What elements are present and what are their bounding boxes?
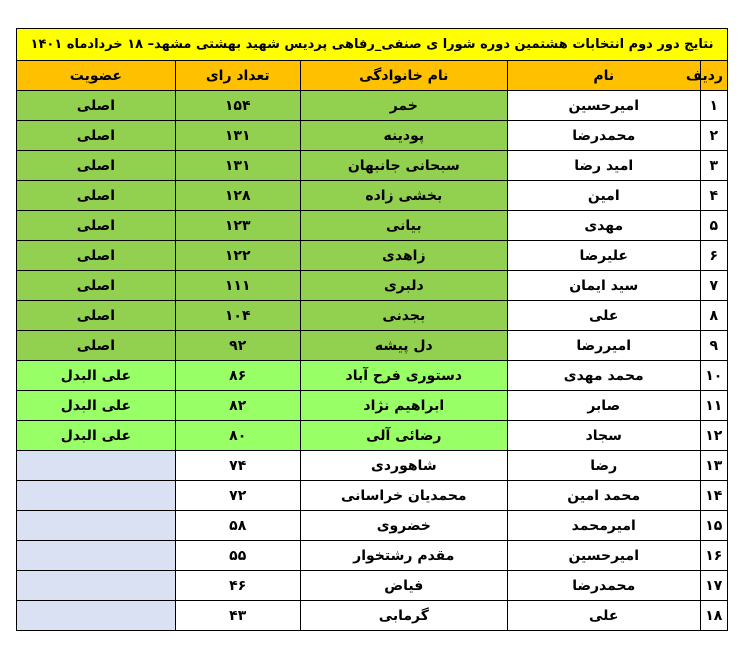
cell-index: ۱۳ xyxy=(700,451,728,481)
header-last-name: نام خانوادگی xyxy=(300,61,507,91)
cell-index: ۱۷ xyxy=(700,571,728,601)
cell-membership: اصلی xyxy=(17,181,176,211)
header-membership: عضویت xyxy=(17,61,176,91)
cell-membership: علی البدل xyxy=(17,361,176,391)
cell-membership: اصلی xyxy=(17,241,176,271)
cell-votes: ۱۳۱ xyxy=(175,121,300,151)
cell-last-name: ابراهیم نژاد xyxy=(300,391,507,421)
table-row xyxy=(17,391,728,421)
cell-votes: ۱۲۳ xyxy=(175,211,300,241)
header-index: ردیف xyxy=(700,61,728,91)
cell-index: ۱۰ xyxy=(700,361,728,391)
cell-index: ۲ xyxy=(700,121,728,151)
cell-votes: ۵۵ xyxy=(175,541,300,571)
cell-votes: ۵۸ xyxy=(175,511,300,541)
table-row xyxy=(17,301,728,331)
cell-membership: اصلی xyxy=(17,211,176,241)
cell-membership: اصلی xyxy=(17,271,176,301)
cell-last-name: خمر xyxy=(300,91,507,121)
table-row xyxy=(17,151,728,181)
cell-first-name: محمدرضا xyxy=(507,121,700,151)
cell-membership xyxy=(17,601,176,631)
cell-membership xyxy=(17,451,176,481)
cell-last-name: مقدم رشتخوار xyxy=(300,541,507,571)
cell-membership xyxy=(17,571,176,601)
cell-index: ۱۶ xyxy=(700,541,728,571)
cell-first-name: محمدرضا xyxy=(507,571,700,601)
table-row xyxy=(17,181,728,211)
cell-votes: ۱۲۲ xyxy=(175,241,300,271)
title-row xyxy=(17,29,728,61)
table-row xyxy=(17,571,728,601)
cell-last-name: خضروی xyxy=(300,511,507,541)
cell-first-name: سید ایمان xyxy=(507,271,700,301)
cell-membership: اصلی xyxy=(17,121,176,151)
cell-index: ۱ xyxy=(700,91,728,121)
cell-index: ۱۵ xyxy=(700,511,728,541)
cell-first-name: صابر xyxy=(507,391,700,421)
cell-votes: ۱۳۱ xyxy=(175,151,300,181)
cell-last-name: بخشی زاده xyxy=(300,181,507,211)
header-votes: تعداد رای xyxy=(175,61,300,91)
cell-votes: ۱۱۱ xyxy=(175,271,300,301)
cell-last-name: گرمابی xyxy=(300,601,507,631)
results-table-container xyxy=(16,28,728,631)
cell-membership: اصلی xyxy=(17,151,176,181)
cell-index: ۸ xyxy=(700,301,728,331)
cell-first-name: امیرحسین xyxy=(507,91,700,121)
cell-last-name: دل پیشه xyxy=(300,331,507,361)
table-row xyxy=(17,481,728,511)
cell-first-name: علی xyxy=(507,301,700,331)
cell-last-name: زاهدی xyxy=(300,241,507,271)
table-row xyxy=(17,451,728,481)
cell-first-name: علی xyxy=(507,601,700,631)
cell-index: ۱۲ xyxy=(700,421,728,451)
table-row xyxy=(17,541,728,571)
cell-votes: ۷۴ xyxy=(175,451,300,481)
cell-membership: اصلی xyxy=(17,91,176,121)
cell-votes: ۱۵۴ xyxy=(175,91,300,121)
table-row xyxy=(17,421,728,451)
cell-last-name: محمدیان خراسانی xyxy=(300,481,507,511)
cell-index: ۱۴ xyxy=(700,481,728,511)
table-row xyxy=(17,271,728,301)
table-row xyxy=(17,361,728,391)
cell-first-name: امیرحسین xyxy=(507,541,700,571)
cell-votes: ۴۶ xyxy=(175,571,300,601)
cell-first-name: سجاد xyxy=(507,421,700,451)
cell-last-name: فیاض xyxy=(300,571,507,601)
cell-first-name: امیررضا xyxy=(507,331,700,361)
cell-index: ۵ xyxy=(700,211,728,241)
cell-index: ۱۸ xyxy=(700,601,728,631)
table-row xyxy=(17,601,728,631)
cell-membership xyxy=(17,541,176,571)
cell-first-name: رضا xyxy=(507,451,700,481)
cell-votes: ۷۲ xyxy=(175,481,300,511)
table-title: نتایج دور دوم انتخابات هشتمین دوره شورا ی صنفی_رفاهی پردیس شهید بهشتی مشهد– ۱۸ خردادماه ۱۴۰۱ xyxy=(17,29,728,61)
table-row xyxy=(17,331,728,361)
cell-membership xyxy=(17,511,176,541)
cell-index: ۴ xyxy=(700,181,728,211)
header-first-name: نام xyxy=(507,61,700,91)
cell-last-name: شاهوردی xyxy=(300,451,507,481)
cell-first-name: امید رضا xyxy=(507,151,700,181)
cell-membership: علی البدل xyxy=(17,391,176,421)
cell-votes: ۸۲ xyxy=(175,391,300,421)
cell-index: ۳ xyxy=(700,151,728,181)
cell-first-name: امین xyxy=(507,181,700,211)
cell-index: ۷ xyxy=(700,271,728,301)
table-row xyxy=(17,241,728,271)
cell-first-name: مهدی xyxy=(507,211,700,241)
cell-votes: ۱۲۸ xyxy=(175,181,300,211)
table-row xyxy=(17,511,728,541)
cell-last-name: بیانی xyxy=(300,211,507,241)
cell-membership: اصلی xyxy=(17,331,176,361)
table-row xyxy=(17,211,728,241)
cell-last-name: سبحانی جانبهان xyxy=(300,151,507,181)
cell-last-name: دلبری xyxy=(300,271,507,301)
cell-membership xyxy=(17,481,176,511)
cell-membership: اصلی xyxy=(17,301,176,331)
cell-votes: ۹۲ xyxy=(175,331,300,361)
table-row xyxy=(17,121,728,151)
cell-membership: علی البدل xyxy=(17,421,176,451)
cell-votes: ۸۶ xyxy=(175,361,300,391)
election-results-table xyxy=(16,28,728,631)
cell-index: ۶ xyxy=(700,241,728,271)
cell-index: ۹ xyxy=(700,331,728,361)
header-row xyxy=(17,61,728,91)
cell-last-name: پودینه xyxy=(300,121,507,151)
cell-first-name: محمد امین xyxy=(507,481,700,511)
cell-last-name: بجدنی xyxy=(300,301,507,331)
table-row xyxy=(17,91,728,121)
cell-votes: ۴۳ xyxy=(175,601,300,631)
cell-votes: ۸۰ xyxy=(175,421,300,451)
cell-first-name: علیرضا xyxy=(507,241,700,271)
cell-last-name: رضائی آلی xyxy=(300,421,507,451)
cell-first-name: محمد مهدی xyxy=(507,361,700,391)
cell-votes: ۱۰۴ xyxy=(175,301,300,331)
cell-last-name: دستوری فرح آباد xyxy=(300,361,507,391)
cell-first-name: امیرمحمد xyxy=(507,511,700,541)
cell-index: ۱۱ xyxy=(700,391,728,421)
